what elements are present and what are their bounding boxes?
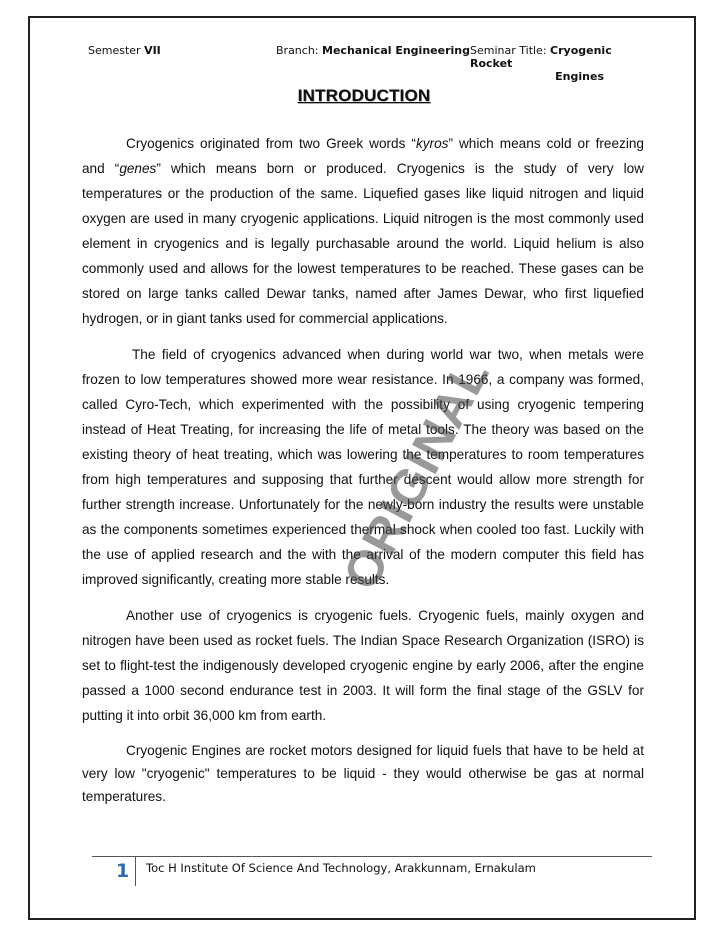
footer-institution: Toc H Institute Of Science And Technology, Arakkunnam, Ernakulam [146,861,536,875]
branch-label: Branch: [276,44,323,57]
original-watermark: ORIGINAL [332,349,501,599]
semester-label: Semester [88,44,145,57]
header-semester [88,44,161,57]
seminar-value-line2: Engines [555,70,604,83]
p1-text-b: ” which means cold or freezing and “ [82,136,644,176]
header-branch [276,44,470,57]
paragraph-3: Another use of cryogenics is cryogenic fuels. Cryogenic fuels, mainly oxygen and nitrogen have been used as rocket fuels. The Indian Space Research Organization (ISRO) is set to flight-test the indigenously developed cryogenic engine by early 2006, after the engine passed a 1000 second endurance test in 2003. It will form the final stage of the GSLV for putting it into orbit 36,000 km from earth. [82,608,644,723]
paragraph-2: The field of cryogenics advanced when during world war two, when metals were frozen to low temperatures showed more wear resistance. In 1966, a company was formed, called Cyro-Tech, which experimented with the possibility of using cryogenic tempering instead of Heat Treating, for increasing the life of metal tools. The theory was based on the existing theory of heat treating, which was lowering the temperatures to room temperatures from high temperatures and supposing that further descent would allow more strength for further strength increase. Unfortunately for the newly-born industry the results were unstable as the components sometimes experienced thermal shock when cooled too fast. Luckily with the use of applied research and the with the arrival of the modern computer this field has improved significantly, creating more stable results. [82,347,644,587]
p1-em-genes: genes [119,161,157,176]
paragraph-1 [82,131,644,331]
paragraph-4: Cryogenic Engines are rocket motors designed for liquid fuels that have to be held at very low "cryogenic" temperatures to be liquid - they would otherwise be gas at normal temperatures. [82,743,644,804]
footer-divider [135,856,136,886]
footer-rule [92,856,652,857]
body-text [82,131,644,819]
p1-text-a: Cryogenics originated from two Greek words “ [126,136,416,151]
semester-value: VII [144,44,161,57]
p1-em-kyros: kyros [415,136,449,151]
seminar-value-line1: Cryogenic Rocket [470,44,612,70]
p1-text-c: ” which means born or produced. Cryogenics is the study of very low temperatures or the production of the same. Liquefied gases like liquid nitrogen and liquid oxygen are used in many cryogenic applications. Liquid nitrogen is the most commonly used element in cryogenics and is legally purchasable around the world. Liquid helium is also commonly used and allows for the lowest temperatures to be reached. These gases can be stored on large tanks called Dewar tanks, named after James Dewar, who first liquefied hydrogen, or in giant tanks used for commercial applications. [82,161,644,326]
header-seminar-title [470,44,648,83]
seminar-label: Seminar Title: [470,44,551,57]
page-number: 1 [116,860,130,882]
section-title: INTRODUCTION [297,86,431,105]
branch-value: Mechanical Engineering [322,44,470,57]
